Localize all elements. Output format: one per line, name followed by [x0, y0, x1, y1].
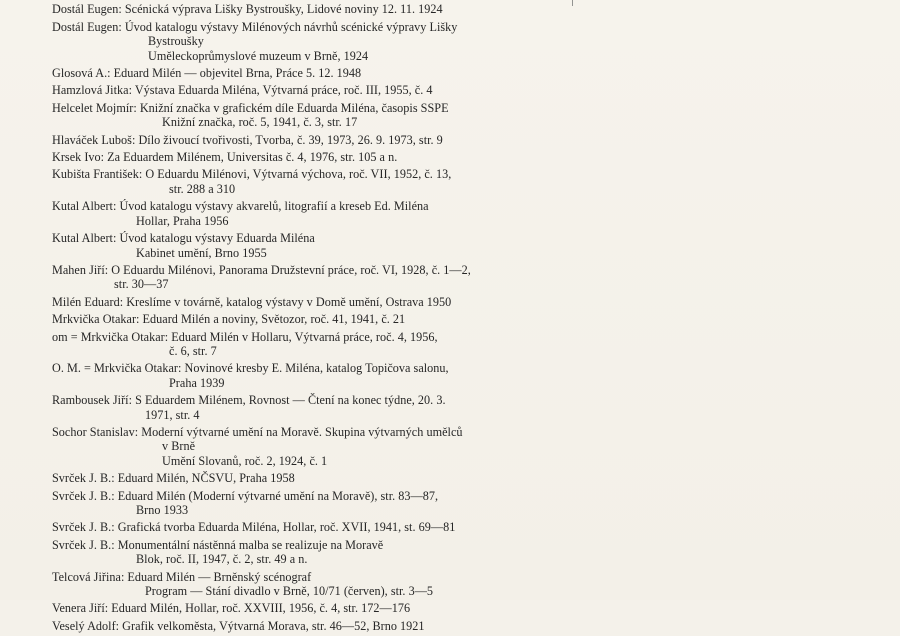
- entry-line: Hollar, Praha 1956: [52, 214, 562, 228]
- bibliography-entry: [52, 20, 562, 63]
- bibliography-entry: [52, 489, 562, 518]
- entry-line: Dostál Eugen: Scénická výprava Lišky Bystroušky, Lidové noviny 12. 11. 1924: [52, 2, 562, 16]
- bibliography-entry: [52, 295, 562, 309]
- entry-line: č. 6, str. 7: [52, 344, 562, 358]
- entry-line: Milén Eduard: Kreslíme v továrně, katalog výstavy v Domě umění, Ostrava 1950: [52, 295, 562, 309]
- entry-line: 1971, str. 4: [52, 408, 562, 422]
- bibliography-entry: [52, 263, 562, 292]
- entry-line: Program — Stání divadlo v Brně, 10/71 (červen), str. 3—5: [52, 584, 562, 598]
- entry-line: Uměleckoprůmyslové muzeum v Brně, 1924: [52, 49, 562, 63]
- bibliography-entry: [52, 83, 562, 97]
- entry-line: Rambousek Jiří: S Eduardem Milénem, Rovnost — Čtení na konec týdne, 20. 3.: [52, 393, 562, 407]
- entry-line: Knižní značka, roč. 5, 1941, č. 3, str. 17: [52, 115, 562, 129]
- entry-line: Svrček J. B.: Grafická tvorba Eduarda Miléna, Hollar, roč. XVII, 1941, st. 69—81: [52, 520, 562, 534]
- entry-line: Praha 1939: [52, 376, 562, 390]
- entry-line: str. 288 a 310: [52, 182, 562, 196]
- entry-line: Mrkvička Otakar: Eduard Milén a noviny, Světozor, roč. 41, 1941, č. 21: [52, 312, 562, 326]
- bibliography-entry: [52, 2, 562, 16]
- entry-line: Kutal Albert: Úvod katalogu výstavy Eduarda Miléna: [52, 231, 562, 245]
- entry-line: Kubišta František: O Eduardu Milénovi, Výtvarná výchova, roč. VII, 1952, č. 13,: [52, 167, 562, 181]
- entry-line: Helcelet Mojmír: Knižní značka v grafickém díle Eduarda Miléna, časopis SSPE: [52, 101, 562, 115]
- entry-line: Krsek Ivo: Za Eduardem Milénem, Universitas č. 4, 1976, str. 105 a n.: [52, 150, 562, 164]
- entry-line: Hlaváček Luboš: Dílo živoucí tvořivosti, Tvorba, č. 39, 1973, 26. 9. 1973, str. 9: [52, 133, 562, 147]
- entry-line: Brno 1933: [52, 503, 562, 517]
- entry-line: Kabinet umění, Brno 1955: [52, 246, 562, 260]
- bibliography-entry: [52, 425, 562, 468]
- entry-line: Svrček J. B.: Monumentální nástěnná malba se realizuje na Moravě: [52, 538, 562, 552]
- bibliography-entry: [52, 361, 562, 390]
- bibliography-entry: [52, 601, 562, 615]
- entry-line: om = Mrkvička Otakar: Eduard Milén v Hollaru, Výtvarná práce, roč. 4, 1956,: [52, 330, 562, 344]
- bibliography-entry: [52, 101, 562, 130]
- bibliography-entry: [52, 471, 562, 485]
- bibliography-entry: [52, 619, 562, 633]
- bibliography-entry: [52, 312, 562, 326]
- entry-line: Bystroušky: [52, 34, 562, 48]
- entry-line: Sochor Stanislav: Moderní výtvarné umění na Moravě. Skupina výtvarných umělců: [52, 425, 562, 439]
- bibliography-entry: [52, 150, 562, 164]
- bibliography-list: [52, 0, 562, 636]
- bibliography-entry: [52, 231, 562, 260]
- entry-line: Blok, roč. II, 1947, č. 2, str. 49 a n.: [52, 552, 562, 566]
- entry-line: Venera Jiří: Eduard Milén, Hollar, roč. XXVIII, 1956, č. 4, str. 172—176: [52, 601, 562, 615]
- entry-line: Svrček J. B.: Eduard Milén (Moderní výtvarné umění na Moravě), str. 83—87,: [52, 489, 562, 503]
- entry-line: Svrček J. B.: Eduard Milén, NČSVU, Praha 1958: [52, 471, 562, 485]
- bibliography-entry: [52, 393, 562, 422]
- entry-line: Hamzlová Jitka: Výstava Eduarda Miléna, Výtvarná práce, roč. III, 1955, č. 4: [52, 83, 562, 97]
- entry-line: Veselý Adolf: Grafik velkoměsta, Výtvarná Morava, str. 46—52, Brno 1921: [52, 619, 562, 633]
- bibliography-entry: [52, 538, 562, 567]
- entry-line: Glosová A.: Eduard Milén — objevitel Brna, Práce 5. 12. 1948: [52, 66, 562, 80]
- top-divider-line: [572, 0, 573, 6]
- bibliography-entry: [52, 133, 562, 147]
- entry-line: O. M. = Mrkvička Otakar: Novinové kresby E. Miléna, katalog Topičova salonu,: [52, 361, 562, 375]
- bibliography-entry: [52, 66, 562, 80]
- bibliography-entry: [52, 570, 562, 599]
- entry-line: Telcová Jiřina: Eduard Milén — Brněnský scénograf: [52, 570, 562, 584]
- entry-line: Umění Slovanů, roč. 2, 1924, č. 1: [52, 454, 562, 468]
- bibliography-entry: [52, 520, 562, 534]
- bibliography-entry: [52, 199, 562, 228]
- entry-line: Mahen Jiří: O Eduardu Milénovi, Panorama Družstevní práce, roč. VI, 1928, č. 1—2,: [52, 263, 562, 277]
- entry-line: Dostál Eugen: Úvod katalogu výstavy Milénových návrhů scénické výpravy Lišky: [52, 20, 562, 34]
- bibliography-entry: [52, 167, 562, 196]
- entry-line: str. 30—37: [52, 277, 562, 291]
- entry-line: Kutal Albert: Úvod katalogu výstavy akvarelů, litografií a kreseb Ed. Miléna: [52, 199, 562, 213]
- entry-line: v Brně: [52, 439, 562, 453]
- bibliography-entry: [52, 330, 562, 359]
